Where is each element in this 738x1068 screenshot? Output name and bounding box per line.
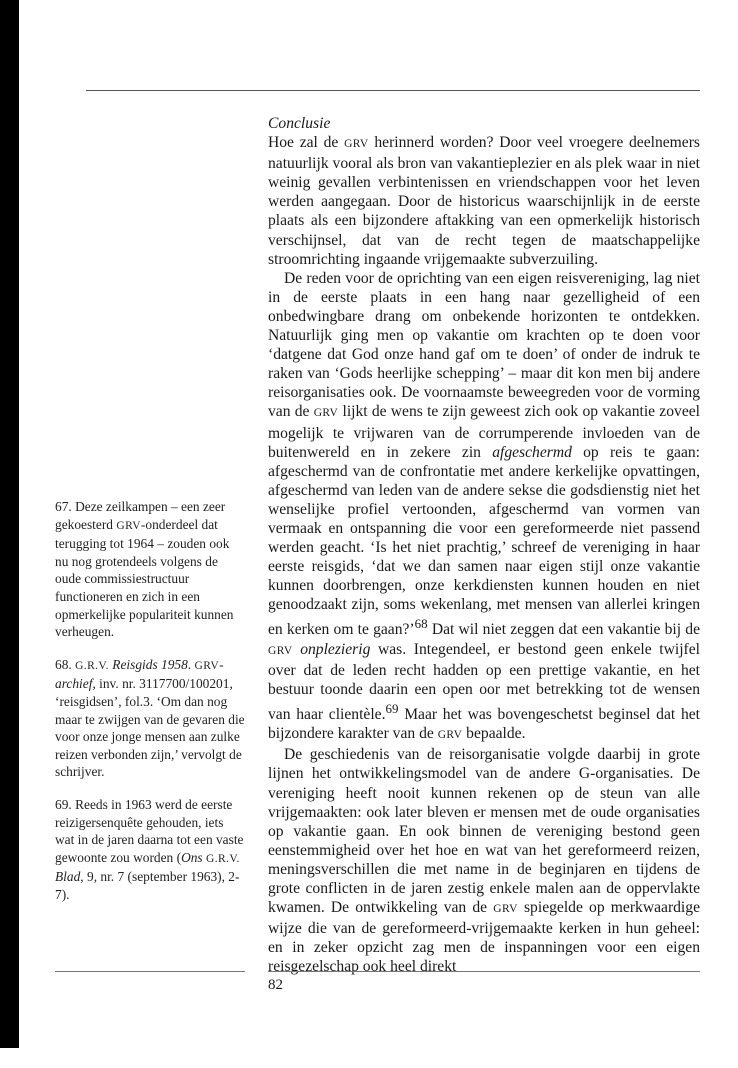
paragraph xyxy=(268,133,700,269)
text-run: , inv. nr. 3117700/100201, ‘reisgidsen’, fol.3. ‘Om dan nog maar te zwijgen van de gevaren die voor onze jonge mensen aan zulke reizen verbonden zijn,’ vervolgt de schrijver. xyxy=(55,676,245,780)
small-caps-run: GRV xyxy=(344,138,369,151)
italic-run: Reisgids 1958 xyxy=(112,656,188,672)
small-caps-run: GRV xyxy=(116,519,141,532)
text-run: op reis te gaan: afgeschermd van de confrontatie met andere kerkelijke opvattingen, afgeschermd van leden van de andere sekse die godsdienstig niet het wenselijke profiel vertoonden, afgeschermd van vormen van vermaak en ontspanning die voor een gereformeerde niet passend werden geacht. ‘Is het niet prachtig,’ schreef de vereniging in haar eerste reisgids, ‘dat we dan samen naar eigen stijl onze vakantie kunnen doorbrengen, onze kerkdiensten kunnen houden en niet genoodzaakt zijn, soms wekenlang, met mensen van allerlei kringen en kerken om te gaan?’ xyxy=(268,443,700,639)
scan-edge-bar xyxy=(0,0,19,1048)
text-run: -onderdeel dat terugging tot 1964 – zouden ook nu nog grotendeels volgens de oude commissiestructuur functioneren en zich in een opmerkelijke populariteit kunnen verheugen. xyxy=(55,516,234,640)
text-run: 68. xyxy=(55,656,76,672)
small-caps-run: G.R.V. xyxy=(206,852,240,865)
text-run: De reden voor de oprichting van een eigen reisvereniging, lag niet in de eerste plaats in een hang naar gezelligheid of een onbedwingbare drang om onbekende horizonten te ontdekken. Natuurlijk ging men op vakantie om krachten op te doen voor ‘datgene dat God onze hand gaf om te doen’ of onder de indruk te raken van ‘Gods heerlijke schepping’ – maar dit kon men bij andere reisorganisaties ook. De voornaamste beweegreden voor de vorming van de xyxy=(268,269,700,421)
footnote xyxy=(55,796,245,904)
small-caps-run: GRV xyxy=(268,644,293,657)
italic-run: onplezierig xyxy=(300,640,371,658)
footer-rule xyxy=(268,971,700,972)
text-run: bepaalde. xyxy=(462,725,526,743)
footnote-ref: 68 xyxy=(414,616,428,632)
small-caps-run: GRV xyxy=(194,659,220,672)
paragraph xyxy=(268,269,700,746)
italic-run: Blad xyxy=(55,869,81,885)
small-caps-run: GRV xyxy=(313,407,339,420)
text-run: Dat wil niet zeggen dat een vakantie bij de xyxy=(427,621,701,639)
section-heading: Conclusie xyxy=(268,115,331,132)
small-caps-run: G.R.V. xyxy=(75,659,109,672)
footnote xyxy=(55,656,245,781)
main-column xyxy=(268,114,700,977)
text-run: De geschiedenis van de reisorganisatie volgde daarbij in grote lijnen het ontwikkelingsmodel van de andere G-organisaties. De vereniging heeft nooit kunnen rekenen op de steun van alle vrijgemaakten: ook later bleven er mensen met de oude organisaties op vakantie gaan. En ook binnen de vereniging bestond geen eenstemmigheid over het hoe en wat van het gereformeerd reizen, meningsverschillen die met name in de beginjaren en tijdens de grote conflicten in de jaren zestig enkele malen aan de oppervlakte kwamen. De ontwikkeling van de xyxy=(268,746,700,917)
text-run: spiegelde op merkwaardige wijze die van de gereformeerd-vrijgemaakte kerken in hun geheel: en in zeker opzicht zag men de inspanningen voor een eigen reisgezelschap ook heel direkt xyxy=(268,899,700,976)
small-caps-run: GRV xyxy=(493,903,518,916)
text-run: Maar het was bovengeschetst beginsel dat het bijzondere karakter van de xyxy=(268,706,700,743)
footnote xyxy=(55,498,245,641)
footnotes-column xyxy=(55,498,245,918)
text-run: herinnerd worden? Door veel vroegere deelnemers natuurlijk vooral als bron van vakantieplezier en als plek waar in niet weinig gevallen verbintenissen en vriendschappen voor het leven werden aangegaan. Door de historicus waarschijnlijk in de eerste plaats als een bijzondere aftakking van een opmerkelijk historisch verschijnsel, dat van de recht tegen de maatschappelijke stroomrichting ingaande vrijgemaakte subverzuiling. xyxy=(268,134,700,268)
text-run: was. Integendeel, er bestond geen enkele twijfel over dat de leden recht hadden op een prettige vakantie, en het bestuur toonde daarin een open oor met betrekking tot de wensen van haar clientèle. xyxy=(268,640,700,724)
header-rule xyxy=(86,90,700,91)
text-run: lijkt de wens te zijn geweest zich ook op vakantie zoveel mogelijk te vrijwaren van de corrumperende invloeden van de buitenwereld en in zekere zin xyxy=(268,403,701,461)
text-run: 69. Reeds in 1963 werd de eerste reizigersenquête gehouden, iets wat in de jaren daarna tot een vaste gewoonte zou worden ( xyxy=(55,796,244,865)
italic-run: afgeschermd xyxy=(492,443,572,461)
text-run: Hoe zal de xyxy=(268,134,345,152)
small-caps-run: GRV xyxy=(437,729,463,742)
paragraph xyxy=(268,745,700,976)
page-number: 82 xyxy=(268,977,283,993)
footnote-ref: 69 xyxy=(385,701,399,716)
text-run: 67. Deze zeilkampen – een zeer gekoesterd xyxy=(55,499,226,532)
footnote-rule xyxy=(55,971,245,972)
text-run: , 9, nr. 7 (september 1963), 2-7). xyxy=(55,869,240,902)
italic-run: -archief xyxy=(55,656,224,692)
italic-run: Ons xyxy=(181,849,203,865)
text-run: . xyxy=(187,656,195,672)
body-text xyxy=(268,133,700,976)
